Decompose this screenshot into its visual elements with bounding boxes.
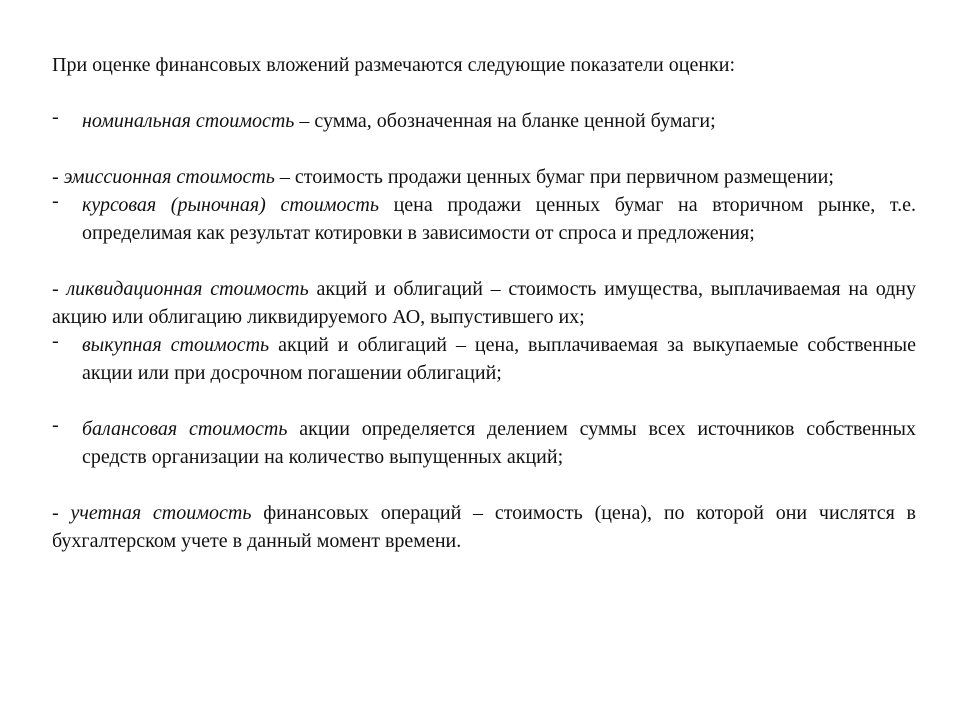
definition-book-value: акции определяется делением суммы всех источников собственных средств организации на количество выпущенных акций; [82,418,916,468]
term-book-value: балансовая стоимость [82,418,288,440]
definition-accounting-value: финансовых операций – стоимость (цена), по которой они числятся в бухгалтерском учете в данный момент времени. [52,502,916,552]
bullet-dash: - [52,190,59,212]
inline-dash: - [52,278,59,300]
definition-redemption-value: акций и облигаций – цена, выплачиваемая за выкупаемые собственные акции или при досрочном погашении облигаций; [82,334,916,384]
term-emission-value: эмиссионная стоимость [63,166,275,188]
slide-content [52,51,916,555]
bullet-dash: - [52,330,59,352]
term-nominal-value: номинальная стоимость [82,110,295,132]
intro-heading: При оценке финансовых вложений размечаются следующие показатели оценки: [52,54,736,76]
term-market-value: курсовая (рыночная) стоимость [82,194,379,216]
list-item-emission-value [52,163,916,191]
definition-market-value: цена продажи ценных бумаг на вторичном рынке, т.е. определимая как результат котировки в зависимости от спроса и предложения; [82,194,916,244]
list-item-liquidation-value [52,275,916,331]
bullet-dash: - [52,414,59,436]
bullet-dash: - [52,106,59,128]
term-accounting-value: учетная стоимость [70,502,252,524]
list-item-book-value [52,415,916,471]
definition-nominal-value: – сумма, обозначенная на бланке ценной бумаги; [294,110,716,132]
definition-liquidation-value: акций и облигаций – стоимость имущества, выплачиваемая на одну акцию или облигацию ликвидируемого АО, выпустившего их; [52,278,917,328]
definition-emission-value: – стоимость продажи ценных бумаг при первичном размещении; [274,166,834,188]
list-item-market-value [52,191,916,247]
inline-dash: - [52,502,59,524]
term-liquidation-value: ликвидационная стоимость [66,278,309,300]
inline-dash: - [52,166,59,188]
list-item-accounting-value [52,499,916,555]
list-item-nominal-value [52,107,916,135]
list-item-redemption-value [52,331,916,387]
term-redemption-value: выкупная стоимость [82,334,270,356]
